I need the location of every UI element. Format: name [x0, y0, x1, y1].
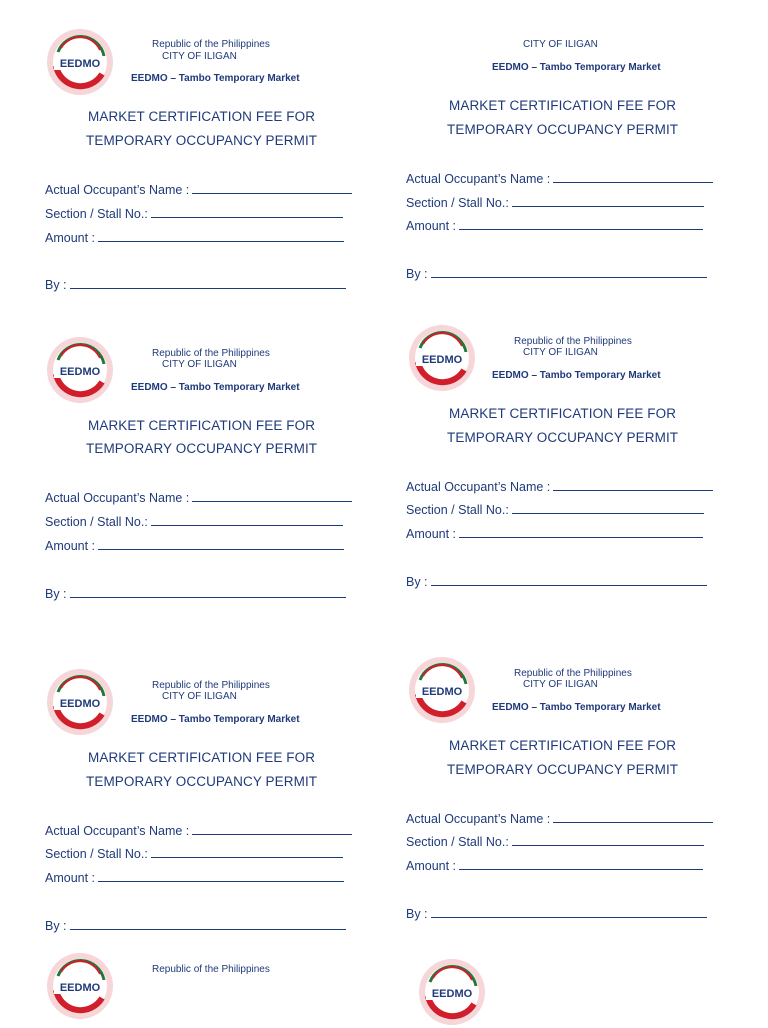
- logo-text: EEDMO: [59, 982, 101, 994]
- eedmo-logo: [44, 666, 116, 738]
- logo-text: EEDMO: [421, 354, 463, 366]
- stall-no-blank[interactable]: [512, 501, 704, 514]
- header-republic: Republic of the Philippines: [152, 964, 270, 975]
- by-field[interactable]: [406, 573, 707, 589]
- eedmo-logo: [406, 322, 478, 394]
- header-republic: Republic of the Philippines: [152, 348, 270, 359]
- amount-field[interactable]: [45, 537, 344, 553]
- eedmo-logo-icon: [406, 322, 478, 394]
- by-label: By :: [406, 575, 428, 589]
- header-market: EEDMO – Tambo Temporary Market: [131, 382, 300, 393]
- stall-no-blank[interactable]: [151, 845, 343, 858]
- eedmo-logo-icon: [44, 950, 116, 1022]
- occupant-name-blank[interactable]: [553, 170, 713, 183]
- amount-field[interactable]: [406, 857, 703, 873]
- form-title-line2: TEMPORARY OCCUPANCY PERMIT: [86, 133, 318, 148]
- form-title-line1: MARKET CERTIFICATION FEE FOR: [88, 750, 316, 765]
- occupant-name-field[interactable]: [406, 478, 713, 494]
- stall-no-blank[interactable]: [512, 833, 704, 846]
- occupant-name-field[interactable]: [45, 822, 352, 838]
- header-market: EEDMO – Tambo Temporary Market: [492, 62, 661, 73]
- amount-blank[interactable]: [459, 217, 703, 230]
- eedmo-logo: [44, 950, 116, 1022]
- occupant-name-field[interactable]: [406, 170, 713, 186]
- header-republic: Republic of the Philippines: [514, 336, 632, 347]
- amount-label: Amount :: [45, 539, 96, 553]
- occupant-name-blank[interactable]: [553, 478, 713, 491]
- by-blank[interactable]: [431, 265, 707, 278]
- form-title-line1: MARKET CERTIFICATION FEE FOR: [88, 109, 316, 124]
- amount-field[interactable]: [406, 217, 703, 233]
- by-blank[interactable]: [431, 905, 707, 918]
- amount-label: Amount :: [45, 871, 96, 885]
- by-field[interactable]: [45, 585, 346, 601]
- form-title-line1: MARKET CERTIFICATION FEE FOR: [449, 406, 677, 421]
- header-market: EEDMO – Tambo Temporary Market: [131, 73, 300, 84]
- amount-blank[interactable]: [459, 857, 703, 870]
- header-market: EEDMO – Tambo Temporary Market: [131, 714, 300, 725]
- form-title-line2: TEMPORARY OCCUPANCY PERMIT: [86, 774, 318, 789]
- stall-no-field[interactable]: [45, 845, 343, 861]
- stall-no-field[interactable]: [45, 513, 343, 529]
- occupant-name-label: Actual Occupant’s Name :: [45, 183, 190, 197]
- form-title-line2: TEMPORARY OCCUPANCY PERMIT: [447, 430, 679, 445]
- logo-text: EEDMO: [59, 58, 101, 70]
- amount-blank[interactable]: [459, 525, 703, 538]
- occupant-name-blank[interactable]: [553, 810, 713, 823]
- header-republic: Republic of the Philippines: [514, 668, 632, 679]
- eedmo-logo: [44, 334, 116, 406]
- header-market: EEDMO – Tambo Temporary Market: [492, 702, 661, 713]
- form-title-line1: MARKET CERTIFICATION FEE FOR: [88, 418, 316, 433]
- occupant-name-blank[interactable]: [192, 822, 352, 835]
- by-blank[interactable]: [431, 573, 707, 586]
- occupant-name-field[interactable]: [45, 489, 352, 505]
- occupant-name-field[interactable]: [406, 810, 713, 826]
- eedmo-logo: [406, 654, 478, 726]
- header-republic: Republic of the Philippines: [152, 39, 270, 50]
- stall-no-label: Section / Stall No.:: [45, 847, 148, 861]
- amount-blank[interactable]: [98, 869, 344, 882]
- amount-label: Amount :: [45, 231, 96, 245]
- amount-label: Amount :: [406, 219, 457, 233]
- stall-no-blank[interactable]: [512, 194, 704, 207]
- form-title-line1: MARKET CERTIFICATION FEE FOR: [449, 738, 677, 753]
- eedmo-logo-icon: [406, 654, 478, 726]
- header-city: CITY OF ILIGAN: [523, 39, 598, 50]
- occupant-name-label: Actual Occupant’s Name :: [406, 172, 551, 186]
- amount-field[interactable]: [406, 525, 703, 541]
- eedmo-logo: [416, 956, 488, 1028]
- stall-no-field[interactable]: [406, 501, 704, 517]
- header-city: CITY OF ILIGAN: [523, 679, 598, 690]
- stall-no-label: Section / Stall No.:: [406, 196, 509, 210]
- amount-label: Amount :: [406, 859, 457, 873]
- stall-no-label: Section / Stall No.:: [45, 515, 148, 529]
- stall-no-label: Section / Stall No.:: [406, 835, 509, 849]
- eedmo-logo-icon: [416, 956, 488, 1028]
- by-field[interactable]: [45, 917, 346, 933]
- logo-text: EEDMO: [59, 698, 101, 710]
- stall-no-label: Section / Stall No.:: [45, 207, 148, 221]
- by-field[interactable]: [406, 905, 707, 921]
- by-blank[interactable]: [70, 585, 346, 598]
- header-market: EEDMO – Tambo Temporary Market: [492, 370, 661, 381]
- occupant-name-label: Actual Occupant’s Name :: [406, 480, 551, 494]
- header-city: CITY OF ILIGAN: [162, 51, 237, 62]
- by-label: By :: [406, 267, 428, 281]
- by-label: By :: [45, 278, 67, 292]
- stall-no-field[interactable]: [406, 833, 704, 849]
- occupant-name-blank[interactable]: [192, 489, 352, 502]
- by-label: By :: [45, 919, 67, 933]
- form-title-line2: TEMPORARY OCCUPANCY PERMIT: [447, 762, 679, 777]
- stall-no-label: Section / Stall No.:: [406, 503, 509, 517]
- eedmo-logo-icon: [44, 666, 116, 738]
- amount-label: Amount :: [406, 527, 457, 541]
- logo-text: EEDMO: [59, 366, 101, 378]
- header-city: CITY OF ILIGAN: [523, 347, 598, 358]
- occupant-name-label: Actual Occupant’s Name :: [406, 812, 551, 826]
- by-label: By :: [406, 907, 428, 921]
- form-title-line2: TEMPORARY OCCUPANCY PERMIT: [86, 441, 318, 456]
- form-title-line2: TEMPORARY OCCUPANCY PERMIT: [447, 122, 679, 137]
- occupant-name-label: Actual Occupant’s Name :: [45, 824, 190, 838]
- amount-field[interactable]: [45, 869, 344, 885]
- eedmo-logo-icon: [44, 334, 116, 406]
- by-field[interactable]: [406, 265, 707, 281]
- header-city: CITY OF ILIGAN: [162, 359, 237, 370]
- header-republic: Republic of the Philippines: [152, 680, 270, 691]
- logo-text: EEDMO: [421, 686, 463, 698]
- by-blank[interactable]: [70, 917, 346, 930]
- stall-no-blank[interactable]: [151, 513, 343, 526]
- stall-no-field[interactable]: [406, 194, 704, 210]
- occupant-name-label: Actual Occupant’s Name :: [45, 491, 190, 505]
- by-label: By :: [45, 587, 67, 601]
- logo-text: EEDMO: [431, 988, 473, 1000]
- header-city: CITY OF ILIGAN: [162, 691, 237, 702]
- form-title-line1: MARKET CERTIFICATION FEE FOR: [449, 98, 677, 113]
- amount-blank[interactable]: [98, 537, 344, 550]
